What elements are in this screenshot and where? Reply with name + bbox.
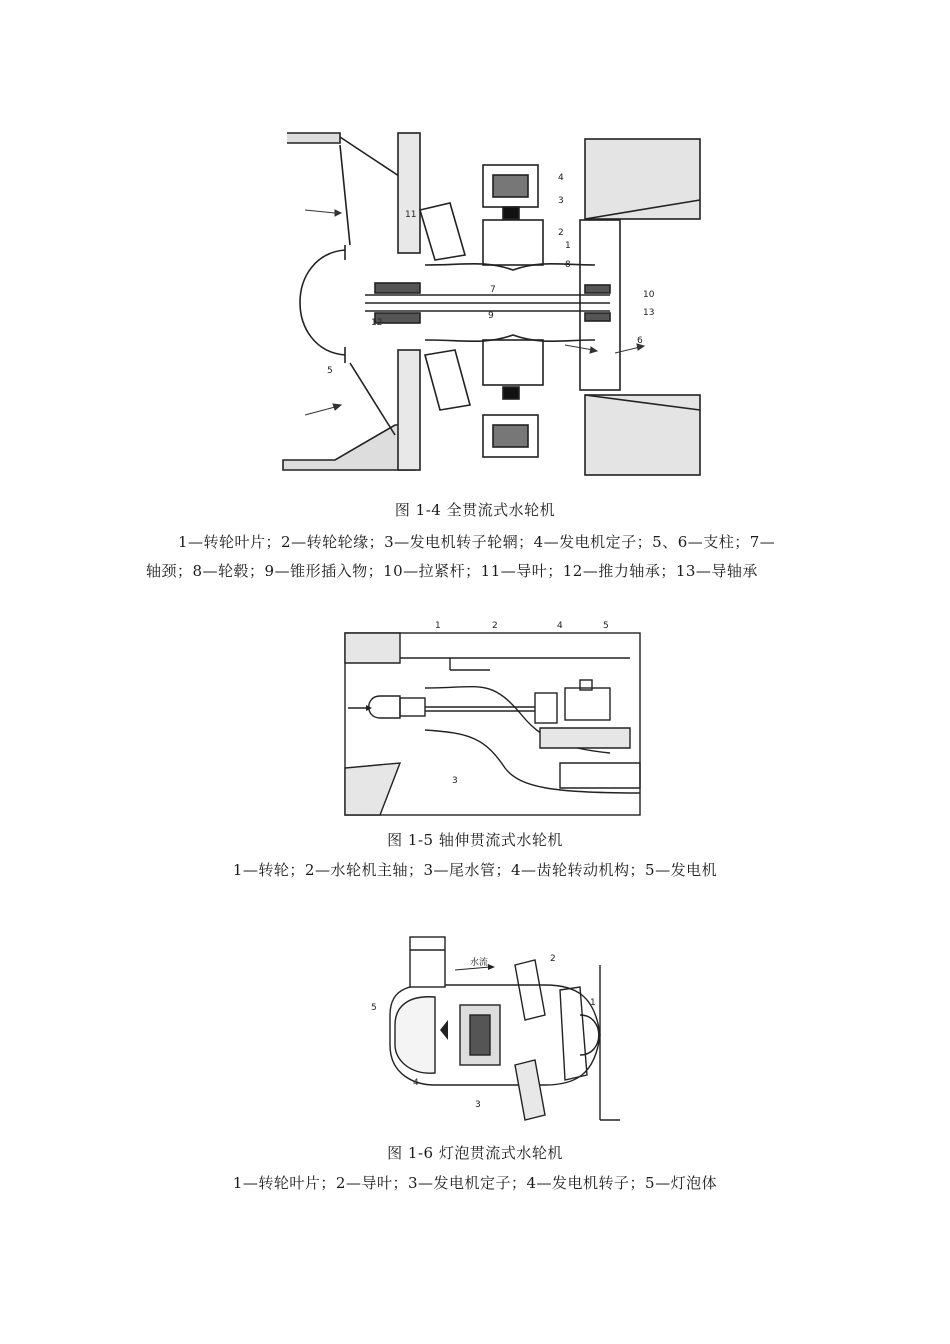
fig4-label-10: 10 — [643, 290, 655, 300]
fig6-label-5: 5 — [371, 1003, 377, 1013]
fig6-label-2: 2 — [550, 954, 556, 964]
fig4-label-6: 6 — [637, 336, 643, 346]
fig4-label-7: 7 — [490, 285, 496, 295]
fig4-label-1: 1 — [565, 241, 571, 251]
figure-1-4-drawing — [275, 125, 715, 485]
fig5-label-2: 2 — [492, 621, 498, 631]
fig5-label-3: 3 — [452, 776, 458, 786]
fig4-label-13: 13 — [643, 308, 655, 318]
fig5-label-4: 4 — [557, 621, 563, 631]
figure-1-4-caption: 图 1-4 全贯流式水轮机 — [394, 501, 556, 519]
fig4-label-8: 8 — [565, 260, 571, 270]
fig6-flow-label: 水流 — [470, 958, 489, 968]
fig5-label-5: 5 — [603, 621, 609, 631]
figure-1-5-legend: 1—转轮；2—水轮机主轴；3—尾水管；4—齿轮转动机构；5—发电机 — [232, 861, 718, 879]
figure-1-6-drawing — [365, 925, 625, 1130]
fig4-label-9: 9 — [488, 311, 494, 321]
fig4-label-11: 11 — [405, 210, 417, 220]
figure-1-6-caption: 图 1-6 灯泡贯流式水轮机 — [387, 1144, 563, 1162]
fig6-label-1: 1 — [590, 998, 596, 1008]
fig5-label-1: 1 — [435, 621, 441, 631]
fig6-label-3: 3 — [475, 1100, 481, 1110]
figure-1-5-caption: 图 1-5 轴伸贯流式水轮机 — [387, 831, 563, 849]
fig4-label-5: 5 — [327, 366, 333, 376]
figure-1-6-legend: 1—转轮叶片；2—导叶；3—发电机定子；4—发电机转子；5—灯泡体 — [232, 1174, 718, 1192]
figure-1-5-drawing — [340, 618, 645, 823]
fig4-label-4: 4 — [558, 173, 564, 183]
figure-1-4-legend-line-2: 轴颈；8—轮毂；9—锥形插入物；10—拉紧杆；11—导叶；12—推力轴承；13—导轴承 — [146, 562, 758, 580]
fig4-label-12: 12 — [371, 318, 383, 328]
fig4-label-3: 3 — [558, 196, 564, 206]
fig6-label-4: 4 — [413, 1078, 419, 1088]
fig4-label-2: 2 — [558, 228, 564, 238]
figure-1-4-legend-line-1: 1—转轮叶片；2—转轮轮缘；3—发电机转子轮辋；4—发电机定子；5、6—支柱；7— — [178, 533, 776, 551]
